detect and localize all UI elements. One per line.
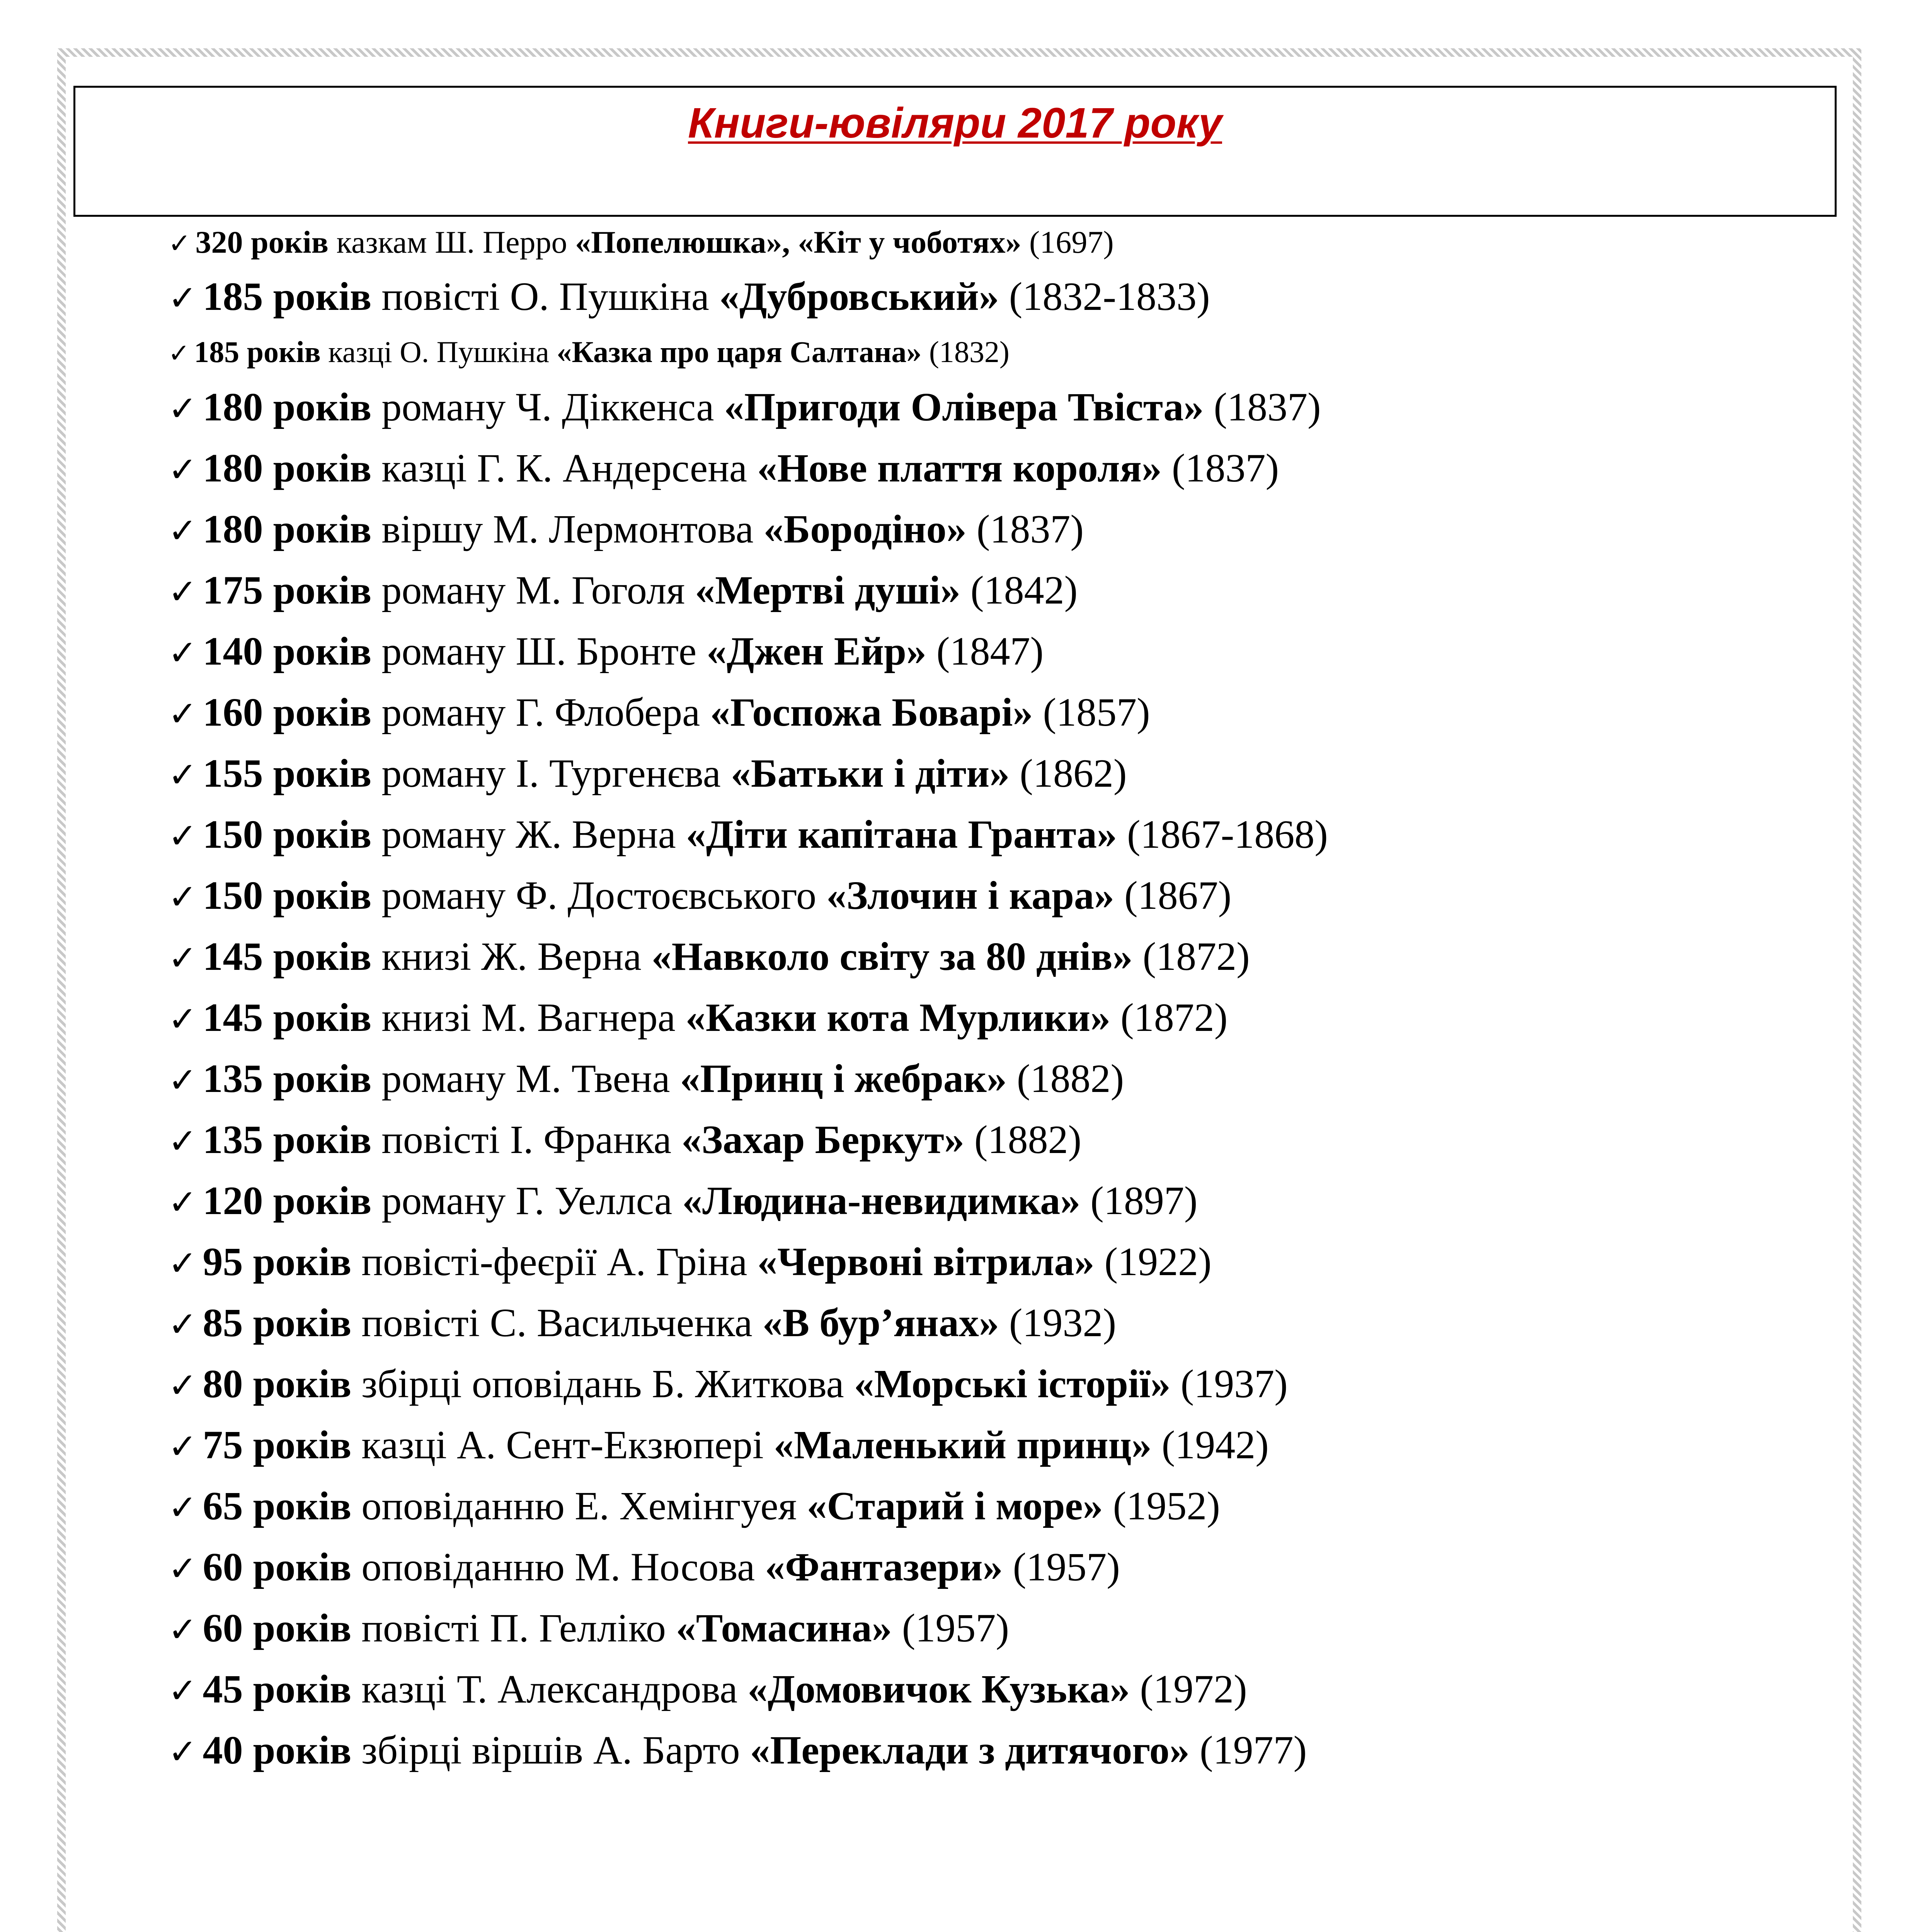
item-date: (1957) [902, 1606, 1009, 1650]
list-item [168, 218, 1791, 266]
list-item [168, 377, 1791, 438]
list-item [168, 1659, 1791, 1720]
item-date: (1972) [1140, 1667, 1247, 1711]
list-item [168, 499, 1791, 560]
checkmark-icon: ✓ [168, 816, 197, 856]
list-item [168, 327, 1791, 377]
item-book-title: «Переклади з дитячого» [750, 1728, 1190, 1772]
list-item [168, 1170, 1791, 1231]
item-years: 45 років [203, 1667, 352, 1711]
item-book-title: «Батьки і діти» [730, 751, 1010, 796]
checkmark-icon: ✓ [168, 1366, 197, 1406]
item-text: книзі М. Вагнера [381, 995, 676, 1040]
item-years: 320 років [195, 224, 329, 260]
item-text: роману М. Твена [381, 1056, 670, 1101]
item-text: роману Г. Уеллса [381, 1179, 672, 1223]
list-item [168, 621, 1791, 682]
checkmark-icon: ✓ [168, 938, 197, 978]
item-book-title: «Госпожа Боварі» [710, 690, 1033, 735]
item-text: повісті І. Франка [381, 1117, 672, 1162]
item-text: роману Г. Флобера [381, 690, 700, 735]
item-book-title: «Морські історії» [854, 1362, 1171, 1406]
page-title: Книги-ювіляри 2017 року [688, 99, 1222, 147]
anniversary-books-list [168, 218, 1791, 1781]
item-text: казці О. Пушкіна [328, 335, 549, 369]
item-years: 180 років [203, 446, 372, 490]
item-book-title: «Пригоди Олівера Твіста» [724, 385, 1204, 429]
item-book-title: «Попелюшка», «Кіт у чоботях» [575, 224, 1021, 260]
item-years: 150 років [203, 812, 372, 857]
item-years: 145 років [203, 995, 372, 1040]
item-years: 75 років [203, 1423, 352, 1467]
item-book-title: «Нове плаття короля» [757, 446, 1162, 490]
item-book-title: «Бородіно» [763, 507, 967, 551]
item-book-title: «Маленький принц» [773, 1423, 1152, 1467]
item-date: (1872) [1120, 995, 1228, 1040]
item-date: (1882) [974, 1117, 1082, 1162]
list-item [168, 865, 1791, 926]
checkmark-icon: ✓ [168, 1610, 197, 1650]
item-text: роману М. Гоголя [381, 568, 685, 612]
list-item [168, 987, 1791, 1048]
list-item [168, 743, 1791, 804]
list-item [168, 1048, 1791, 1109]
item-years: 120 років [203, 1179, 372, 1223]
item-text: роману Ж. Верна [381, 812, 676, 857]
item-book-title: «Казки кота Мурлики» [685, 995, 1111, 1040]
list-item [168, 266, 1791, 327]
item-date: (1857) [1043, 690, 1150, 735]
item-book-title: «В бур’янах» [762, 1301, 999, 1345]
item-date: (1952) [1113, 1484, 1220, 1528]
item-date: (1932) [1009, 1301, 1117, 1345]
item-text: збірці віршів А. Барто [361, 1728, 740, 1772]
item-date: (1937) [1180, 1362, 1288, 1406]
checkmark-icon: ✓ [168, 1243, 197, 1284]
item-book-title: «Злочин і кара» [826, 873, 1114, 918]
item-text: роману Ч. Діккенса [381, 385, 714, 429]
item-text: повісті С. Васильченка [361, 1301, 752, 1345]
item-years: 180 років [203, 385, 372, 429]
item-book-title: «Томасина» [676, 1606, 892, 1650]
item-date: (1977) [1199, 1728, 1307, 1772]
item-text: оповіданню Е. Хемінгуея [361, 1484, 797, 1528]
item-text: казці Г. К. Андерсена [381, 446, 747, 490]
item-years: 160 років [203, 690, 372, 735]
item-text: казці Т. Александрова [361, 1667, 738, 1711]
checkmark-icon: ✓ [168, 1671, 197, 1711]
item-date: (1832) [929, 335, 1010, 369]
checkmark-icon: ✓ [168, 1549, 197, 1589]
list-item [168, 1415, 1791, 1476]
list-item [168, 1598, 1791, 1659]
checkmark-icon: ✓ [168, 572, 197, 612]
item-date: (1867-1868) [1127, 812, 1328, 857]
item-date: (1837) [1214, 385, 1321, 429]
item-text: віршу М. Лермонтова [381, 507, 754, 551]
item-book-title: «Мертві душі» [695, 568, 960, 612]
item-book-title: «Казка про царя Салтана» [557, 335, 922, 369]
title-box [73, 86, 1837, 217]
item-book-title: «Дубровський» [719, 274, 999, 319]
item-book-title: «Червоні вітрила» [757, 1240, 1095, 1284]
checkmark-icon: ✓ [168, 877, 197, 917]
item-book-title: «Навколо світу за 80 днів» [651, 934, 1133, 979]
item-date: (1957) [1013, 1545, 1120, 1589]
item-date: (1867) [1124, 873, 1232, 918]
checkmark-icon: ✓ [168, 755, 197, 795]
item-years: 185 років [194, 335, 321, 369]
item-date: (1832-1833) [1009, 274, 1210, 319]
item-date: (1842) [970, 568, 1078, 612]
item-date: (1847) [936, 629, 1044, 673]
item-years: 155 років [203, 751, 372, 796]
checkmark-icon: ✓ [168, 450, 197, 490]
item-date: (1897) [1090, 1179, 1198, 1223]
item-years: 40 років [203, 1728, 352, 1772]
item-text: книзі Ж. Верна [381, 934, 642, 979]
item-date: (1922) [1104, 1240, 1212, 1284]
checkmark-icon: ✓ [168, 1304, 197, 1345]
checkmark-icon: ✓ [168, 694, 197, 734]
item-years: 140 років [203, 629, 372, 673]
item-years: 135 років [203, 1056, 372, 1101]
list-item [168, 1354, 1791, 1415]
item-text: повісті-феєрії А. Гріна [361, 1240, 747, 1284]
checkmark-icon: ✓ [168, 338, 190, 368]
item-date: (1837) [976, 507, 1084, 551]
list-item [168, 560, 1791, 621]
item-date: (1882) [1016, 1056, 1124, 1101]
list-item [168, 1109, 1791, 1170]
item-years: 145 років [203, 934, 372, 979]
checkmark-icon: ✓ [168, 278, 197, 318]
checkmark-icon: ✓ [168, 999, 197, 1039]
item-book-title: «Джен Ейр» [707, 629, 926, 673]
item-years: 85 років [203, 1301, 352, 1345]
item-years: 150 років [203, 873, 372, 918]
item-date: (1837) [1171, 446, 1279, 490]
list-item [168, 1231, 1791, 1293]
item-book-title: «Людина-невидимка» [682, 1179, 1081, 1223]
item-book-title: «Діти капітана Гранта» [686, 812, 1117, 857]
checkmark-icon: ✓ [168, 633, 197, 673]
item-years: 180 років [203, 507, 372, 551]
item-book-title: «Захар Беркут» [681, 1117, 964, 1162]
item-text: казці А. Сент-Екзюпері [361, 1423, 764, 1467]
item-years: 80 років [203, 1362, 352, 1406]
list-item [168, 804, 1791, 865]
item-text: оповіданню М. Носова [361, 1545, 755, 1589]
item-book-title: «Домовичок Кузька» [747, 1667, 1130, 1711]
checkmark-icon: ✓ [168, 228, 191, 259]
item-years: 65 років [203, 1484, 352, 1528]
list-item [168, 1476, 1791, 1537]
item-date: (1942) [1161, 1423, 1269, 1467]
checkmark-icon: ✓ [168, 1182, 197, 1223]
checkmark-icon: ✓ [168, 1060, 197, 1100]
item-text: повісті О. Пушкіна [381, 274, 709, 319]
list-item [168, 926, 1791, 987]
item-years: 175 років [203, 568, 372, 612]
checkmark-icon: ✓ [168, 1488, 197, 1528]
item-date: (1862) [1020, 751, 1127, 796]
item-text: роману І. Тургенєва [381, 751, 721, 796]
item-years: 60 років [203, 1545, 352, 1589]
item-text: роману Ф. Достоєвського [381, 873, 817, 918]
checkmark-icon: ✓ [168, 389, 197, 429]
item-date: (1872) [1142, 934, 1250, 979]
item-years: 60 років [203, 1606, 352, 1650]
item-years: 95 років [203, 1240, 352, 1284]
item-text: збірці оповідань Б. Житкова [361, 1362, 844, 1406]
checkmark-icon: ✓ [168, 1121, 197, 1162]
item-book-title: «Фантазери» [765, 1545, 1003, 1589]
item-years: 185 років [203, 274, 372, 319]
checkmark-icon: ✓ [168, 1427, 197, 1467]
list-item [168, 682, 1791, 743]
list-item [168, 1537, 1791, 1598]
list-item [168, 438, 1791, 499]
checkmark-icon: ✓ [168, 1732, 197, 1772]
item-years: 135 років [203, 1117, 372, 1162]
item-date: (1697) [1029, 224, 1114, 260]
item-text: повісті П. Гелліко [361, 1606, 666, 1650]
item-book-title: «Старий і море» [807, 1484, 1103, 1528]
item-text: казкам Ш. Перро [336, 224, 567, 260]
item-book-title: «Принц і жебрак» [680, 1056, 1007, 1101]
checkmark-icon: ✓ [168, 511, 197, 551]
list-item [168, 1293, 1791, 1354]
item-text: роману Ш. Бронте [381, 629, 697, 673]
list-item [168, 1720, 1791, 1781]
